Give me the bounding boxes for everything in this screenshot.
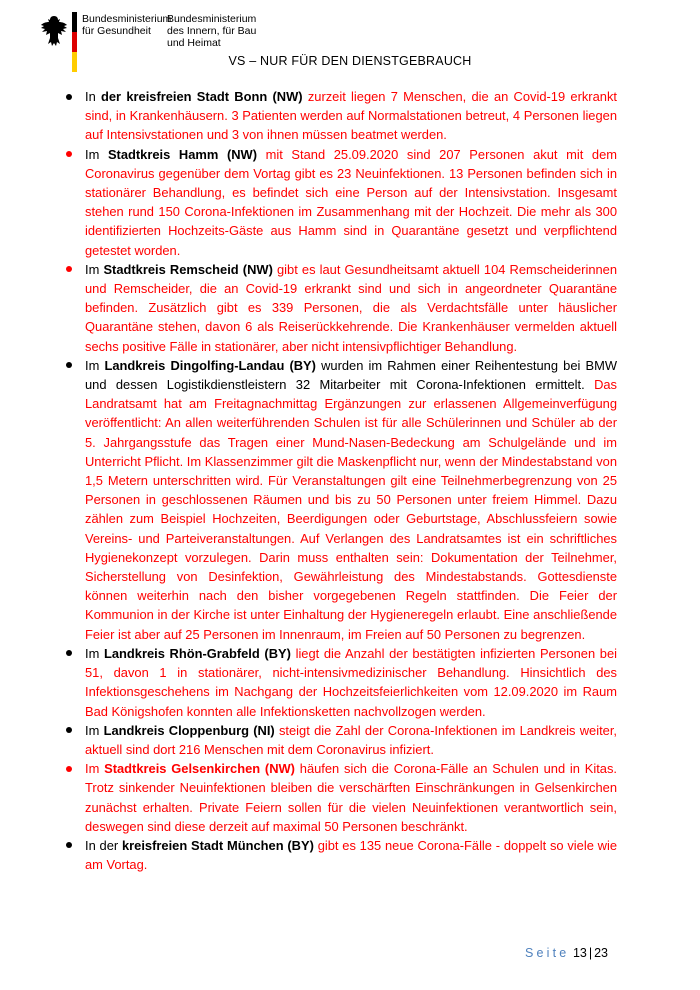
bullet-item (85, 836, 617, 874)
page-footer (525, 946, 608, 960)
ministry-health-name: Bundesministerium für Gesundheit (82, 13, 172, 37)
bullet-text: Im (85, 722, 104, 738)
region-name: Landkreis Dingolfing-Landau (BY) (104, 357, 316, 373)
page-label: Seite (524, 946, 570, 960)
bullet-text: gibt es laut Gesundheitsamt aktuell 104 Remscheiderinnen und Remscheider, die an Covid-19 erkrankt sind und sich in angeordneter Quarantäne befinden. Zusätzlich gibt es 339 Personen, die als Verdachtsfälle unter häuslicher Quarantäne stehen, davon 6 als Reiserückkehrende. Die Krankenhäuser vermelden aktuell sechs positive Fälle in stationärer, aber nicht intensivpflichtiger Behandlung. (85, 261, 618, 354)
region-name: kreisfreien Stadt München (BY) (121, 837, 314, 853)
bullet-text: häufen sich die Corona-Fälle an Schulen und in Kitas. Trotz sinkender Neuinfektionen bleiben die verschärften Einschränkungen in Gelsenkirchen zunächst erhalten. Private Feiern sollen für die vielen Neuinfektionen verantwortlich sein, deswegen sind diese derzeit auf maximal 50 Personen beschränkt. (85, 761, 617, 834)
bullet-text: steigt die Zahl der Corona-Infektionen im Landkreis weiter, aktuell sind dort 216 Menschen mit dem Coronavirus infiziert. (85, 722, 618, 757)
bullet-item (85, 145, 617, 260)
federal-eagle-logo (40, 14, 68, 48)
region-name: Stadtkreis Hamm (NW) (107, 146, 257, 162)
bullet-text: gibt es 135 neue Corona-Fälle - doppelt so viele wie am Vortag. (85, 837, 618, 873)
region-name: Stadtkreis Gelsenkirchen (NW) (104, 761, 295, 777)
bullet-item (85, 759, 617, 836)
bullet-text: liegt die Anzahl der bestätigten infizierten Personen bei 51, davon 1 in stationärer, nicht-intensivmedizinischer Behandlung. Hinsichtlich des Infektionsgeschehens im Nachgang der Hochzeitsfeierlichkeiten vom 12.09.2020 im Raum Bad Königshofen konnten alle Infektionsketten nachvollzogen werden. (85, 645, 617, 719)
region-name: Landkreis Rhön-Grabfeld (BY) (103, 645, 291, 661)
document-header (0, 0, 700, 90)
region-name: der kreisfreien Stadt Bonn (NW) (101, 89, 303, 104)
bullet-text: Im (85, 761, 105, 777)
bullet-text: Im (85, 357, 105, 373)
bullet-item (85, 356, 617, 644)
bullet-item (85, 260, 617, 356)
bullet-text: Im (85, 261, 104, 277)
page-total: 23 (594, 946, 608, 960)
document-body (85, 87, 617, 874)
ministry-interior-name: Bundesministerium des Innern, für Bau und Heimat (167, 13, 257, 49)
report-bullet-list (85, 87, 617, 874)
page-number: 13 (572, 946, 587, 960)
bullet-item (85, 87, 617, 145)
page-separator: | (588, 946, 593, 960)
bullet-item (85, 721, 617, 759)
bullet-text: In (85, 89, 102, 104)
bullet-item (85, 644, 617, 721)
region-name: Landkreis Cloppenburg (NI) (103, 722, 275, 738)
bullet-text: Das Landratsamt hat am Freitagnachmittag Ergänzungen zur erlassenen Allgemeinverfügung veröffentlicht: An allen weiterführenden Schulen ist für alle Schülerinnen und Schüler ab der 5. Jahrgangsstufe das Tragen einer Mund-Nasen-Bedeckung am Schulgelände und im Unterricht Pflicht. Im Klassenzimmer gilt die Maskenpflicht nur, wenn der Mindestabstand von 1,5 Metern unterschritten wird. Für Veranstaltungen gilt eine Teilnehmerbegrenzung von 25 Personen in geschlossenen Räumen und bis zu 50 Personen unter freiem Himmel. Dazu zählen zum Beispiel Hochzeiten, Beerdigungen oder Geburtstage, Abschlussfeiern sowie Vereins- und Parteiveranstaltungen. Auf Verlangen des Landratsamtes ist ein schriftliches Hygienekonzept vorzulegen. Darin muss enthalten sein: Dokumentation der Teilnehmer, Sicherstellung von Desinfektion, Gewährleistung des Mindestabstands. Gottesdienste können weiterhin nach den bisher vorgegebenen Regeln stattfinden. Die Feier der Kommunion in der Kirche ist unter Einhaltung der Hygieneregeln erlaubt. Eine anschließende Feier ist aber auf 25 Personen im Innenraum, im Freien auf 50 Personen zu begrenzen. (85, 377, 617, 642)
bullet-text: mit Stand 25.09.2020 sind 207 Personen akut mit dem Coronavirus gegenüber dem Vortag gibt es 23 Neuinfektionen. 13 Personen befinden sich in stationärer Behandlung, es befindet sich eine Person auf der Intensivstation. Insgesamt stehen rund 150 Corona-Infektionen im Zusammenhang mit der Hochzeit. Die mehr als 300 identifizierten Hochzeits-Gäste aus Hamm sind in Quarantäne gesetzt und verpflichtend getestet worden. (85, 146, 617, 258)
classification-label: VS – NUR FÜR DEN DIENSTGEBRAUCH (228, 54, 472, 68)
bullet-text: In der (85, 837, 122, 853)
bullet-text: Im (85, 645, 104, 661)
bullet-text: wurden im Rahmen einer Reihentestung bei BMW und dessen Logistikdienstleistern 32 Mitarbeiter mit Corona-Infektionen ermittelt. (85, 357, 617, 393)
bullet-text: zurzeit liegen 7 Menschen, die an Covid-19 erkrankt sind, in Krankenhäusern. 3 Patienten werden auf Normalstationen betreut, 4 Personen liegen auf Intensivstationen und 3 von ihnen müssen beatmet werden. (85, 89, 617, 143)
bullet-text: Im (85, 146, 108, 162)
region-name: Stadtkreis Remscheid (NW) (103, 261, 273, 277)
